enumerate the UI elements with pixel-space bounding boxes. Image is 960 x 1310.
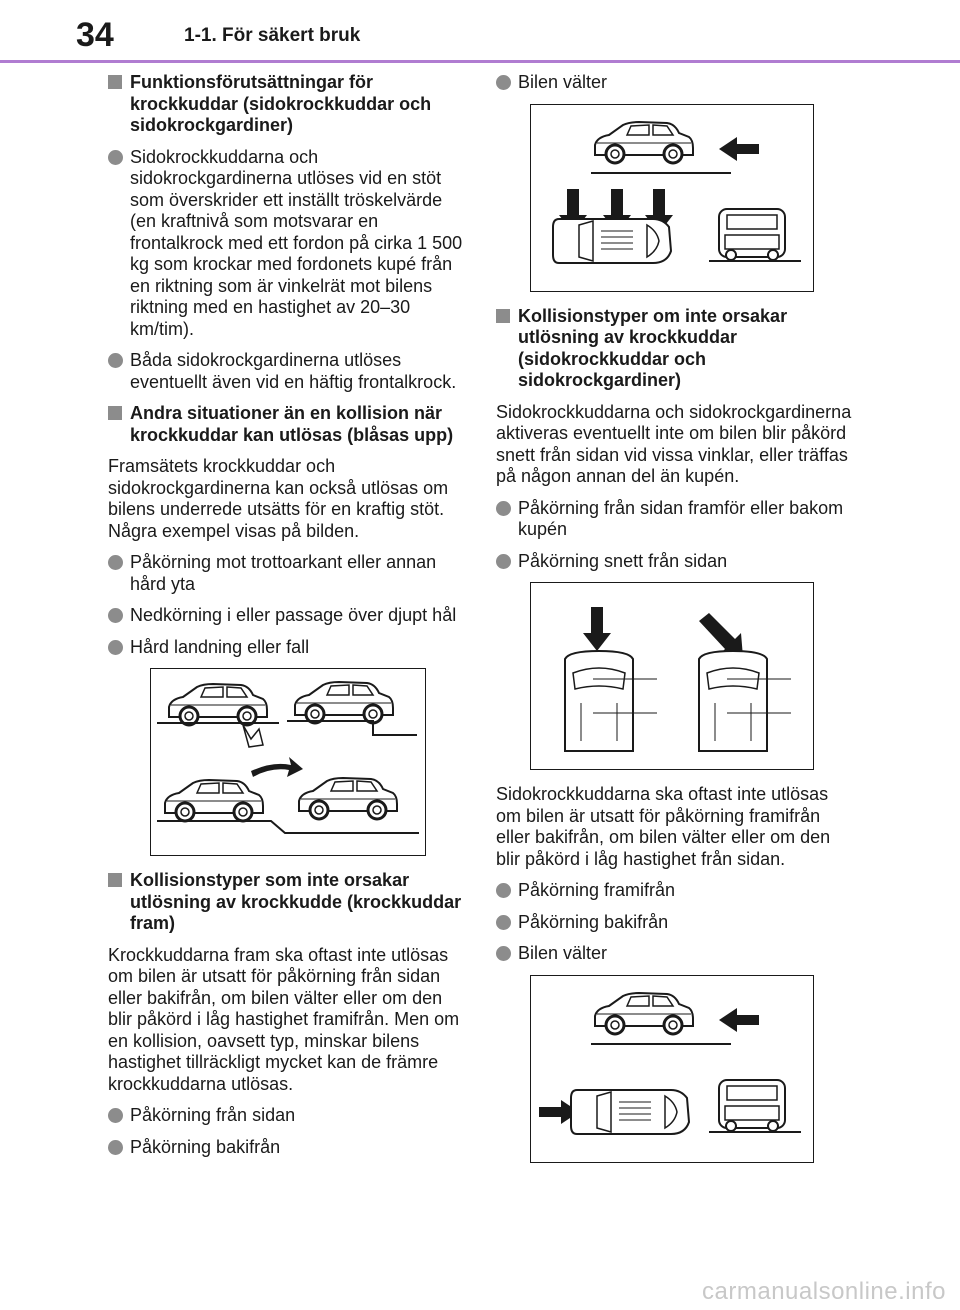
- round-bullet-icon: [108, 555, 123, 570]
- bullet-item: Påkörning snett från sidan: [496, 551, 856, 573]
- car-top-view-icon: [553, 219, 671, 263]
- round-bullet-icon: [108, 640, 123, 655]
- square-bullet-icon: [108, 873, 122, 887]
- round-bullet-icon: [108, 353, 123, 368]
- section-title: 1-1. För säkert bruk: [184, 25, 361, 46]
- watermark: carmanualsonline.info: [702, 1278, 946, 1305]
- round-bullet-icon: [108, 150, 123, 165]
- car-low-speed-icon: [595, 122, 693, 163]
- car-rolled-icon: [719, 1080, 785, 1131]
- arrow-left-icon: [719, 1008, 759, 1032]
- page-number: 34: [76, 16, 114, 54]
- front-airbag-no-deploy-illustration: [531, 105, 813, 291]
- arrow-down-icon: [583, 607, 611, 651]
- bullet-item: Påkörning mot trottoarkant eller annan hård yta: [108, 552, 468, 595]
- bullet-item: Påkörning från sidan framför eller bakom kupén: [496, 498, 856, 541]
- round-bullet-icon: [496, 554, 511, 569]
- car-slope-icon: [165, 780, 263, 821]
- heading-no-front-deploy: Kollisionstyper som inte orsakar utlösning av krockkudde (krockkuddar fram): [108, 870, 468, 935]
- bullet-item: Bilen välter: [496, 72, 856, 94]
- bullet-item: Båda sidokrockgardinerna utlöses eventuellt även vid en häftig frontalkrock.: [108, 350, 468, 393]
- right-column: [496, 72, 856, 1177]
- side-airbag-no-deploy-illustration: [531, 976, 813, 1162]
- car-curb-icon: [295, 682, 393, 723]
- header-rule: [0, 60, 960, 63]
- oblique-impact-illustration: [531, 583, 813, 769]
- bullet-item: Påkörning bakifrån: [108, 1137, 468, 1159]
- arrow-icon: [251, 757, 303, 777]
- figure-underbody-impacts: [150, 668, 426, 856]
- car-low-speed-icon: [595, 993, 693, 1034]
- car-landing-icon: [299, 778, 397, 819]
- figure-oblique-impacts: [530, 582, 814, 770]
- round-bullet-icon: [496, 501, 511, 516]
- round-bullet-icon: [108, 1140, 123, 1155]
- bullet-item: Sidokrockkuddarna och sidokrockgardinerna utlöses vid en stöt som överskrider ett inställt tröskelvärde (en kraftnivå som motsvarar en frontalkrock med ett fordon på cirka 1 500 kg som krockar med fordonets kupé från en riktning som är vinkelrät mot bilens riktning med en hastighet av 20–30 km/tim).: [108, 147, 468, 341]
- figure-side-airbag-cases: [530, 975, 814, 1163]
- square-bullet-icon: [108, 75, 122, 89]
- car-top-view-icon: [565, 651, 633, 751]
- round-bullet-icon: [108, 1108, 123, 1123]
- figure-front-airbag-cases: [530, 104, 814, 292]
- page-header: [0, 0, 960, 62]
- bullet-item: Hård landning eller fall: [108, 637, 468, 659]
- paragraph: Krockkuddarna fram ska oftast inte utlösas om bilen är utsatt för påkörning från sidan eller bakifrån, om bilen välter eller om den blir påkörd i låg hastighet framifrån. Men om en kollision, oavsett typ, minskar bilens hastighet tillräckligt mycket kan de främre krockkuddarna utlösas.: [108, 944, 460, 1094]
- car-top-view-icon: [699, 651, 767, 751]
- bullet-item: Påkörning från sidan: [108, 1105, 468, 1127]
- underbody-impact-illustration: [151, 669, 425, 855]
- bullet-item: Påkörning framifrån: [496, 880, 856, 902]
- heading-conditions-side: Funktionsförutsättningar för krockkuddar (sidokrockkuddar och sidokrockgardiner): [108, 72, 468, 137]
- heading-no-side-deploy: Kollisionstyper om inte orsakar utlösning av krockkuddar (sidokrockkuddar och sidokrockgardiner): [496, 306, 856, 392]
- bullet-item: Nedkörning i eller passage över djupt hål: [108, 605, 468, 627]
- heading-other-situations: Andra situationer än en kollision när krockkuddar kan utlösas (blåsas upp): [108, 403, 468, 446]
- square-bullet-icon: [496, 309, 510, 323]
- bullet-item: Bilen välter: [496, 943, 856, 965]
- car-top-view-icon: [571, 1090, 689, 1134]
- left-column: [108, 72, 468, 1168]
- paragraph: Sidokrockkuddarna ska oftast inte utlösas om bilen är utsatt för påkörning framifrån eller bakifrån, om bilen välter eller om den blir påkörd i låg hastighet från sidan.: [496, 784, 831, 869]
- paragraph: Framsätets krockkuddar och sidokrockgardinerna kan också utlösas om bilens underrede utsätts för en kraftig stöt. Några exempel visas på bilden.: [108, 456, 449, 541]
- paragraph: Sidokrockkuddarna och sidokrockgardinerna aktiveras eventuellt inte om bilen blir påkörd snett från sidan vid vissa vinklar, eller träffas på någon annan del än kupén.: [496, 401, 852, 486]
- square-bullet-icon: [108, 406, 122, 420]
- car-curb-icon: [169, 684, 267, 725]
- round-bullet-icon: [108, 608, 123, 623]
- round-bullet-icon: [496, 946, 511, 961]
- bullet-item: Påkörning bakifrån: [496, 912, 856, 934]
- round-bullet-icon: [496, 883, 511, 898]
- round-bullet-icon: [496, 75, 511, 90]
- round-bullet-icon: [496, 915, 511, 930]
- arrow-left-icon: [719, 137, 759, 161]
- car-rolled-icon: [719, 209, 785, 260]
